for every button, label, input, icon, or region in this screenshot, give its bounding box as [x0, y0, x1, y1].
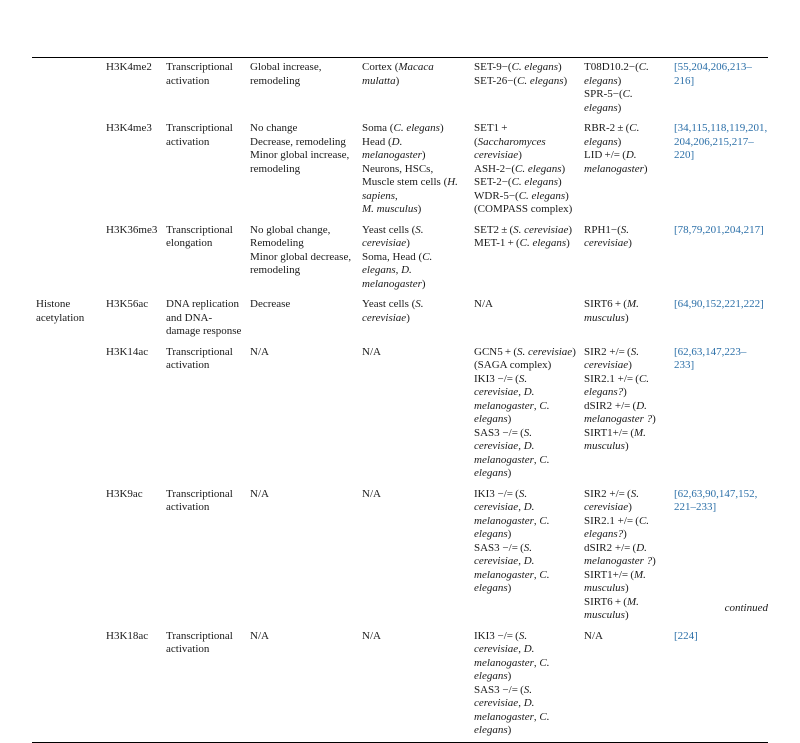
age-change-cell: No global change, Remodeling Minor global decrease, remodeling [250, 223, 352, 276]
eraser-enzyme-cell: RPH1−(S. cerevisiae) [584, 223, 632, 249]
reference-cell[interactable]: [64,90,152,221,222] [674, 298, 764, 310]
function-cell: Transcriptional activation [166, 122, 233, 148]
tissue-organism-cell: N/A [362, 345, 381, 358]
histone-mark-cell: H3K9ac [106, 487, 143, 500]
age-change-cell: No change Decrease, remodeling Minor global increase, remodeling [250, 122, 350, 175]
reference-cell[interactable]: [62,63,147,223–233] [674, 345, 747, 371]
table-row [32, 221, 768, 296]
age-change-cell: N/A [250, 345, 269, 358]
histone-mark-cell: H3K56ac [106, 298, 149, 310]
modification-class-cell [32, 221, 102, 296]
writer-enzyme-cell: GCN5 + (S. cerevisiae) (SAGA complex) IKI3 −/= (S. cerevisiae, D. melanogaster, C. elegans) SAS3 −/= (S. cerevisiae, D. melanogaster, C. elegans) [474, 345, 576, 479]
continued-label: continued [724, 602, 768, 614]
age-change-cell: N/A [250, 487, 269, 500]
reference-cell[interactable]: [224] [670, 627, 768, 743]
function-cell: Transcriptional activation [166, 345, 233, 371]
histone-mark-cell: H3K18ac [102, 627, 162, 743]
age-change-cell: Global increase, remodeling [250, 61, 322, 87]
function-cell: Transcriptional elongation [166, 223, 233, 249]
modification-class-cell: Histone acetylation [36, 298, 85, 324]
reference-cell[interactable]: [55,204,206,213–216] [674, 61, 752, 87]
reference-cell[interactable]: [34,115,118,119,201, 204,206,215,217–220] [674, 122, 768, 161]
reference-cell[interactable]: [78,79,201,204,217] [674, 223, 764, 236]
histone-modification-table [32, 57, 768, 743]
function-cell: Transcriptional activation [166, 61, 233, 87]
function-cell: Transcriptional activation [162, 627, 246, 743]
tissue-organism-cell: Soma (C. elegans) Head (D. melanogaster) Neurons, HSCs, Muscle stem cells (H. sapiens, M. musculus) [362, 122, 458, 215]
tissue-organism-cell: Cortex (Macaca mulatta) [362, 61, 434, 87]
modification-class-cell [32, 627, 102, 743]
writer-enzyme-cell: IKI3 −/= (S. cerevisiae, D. melanogaster, C. elegans) SAS3 −/= (S. cerevisiae, D. melanogaster, C. elegans) [470, 627, 580, 743]
eraser-enzyme-cell: N/A [580, 627, 670, 743]
eraser-enzyme-cell: SIRT6 + (M. musculus) [584, 298, 639, 324]
modification-class-cell [32, 58, 102, 120]
table-body [32, 58, 768, 743]
eraser-enzyme-cell: SIR2 +/= (S. cerevisiae) SIR2.1 +/= (C. elegans?) dSIR2 +/= (D. melanogaster ?) SIRT1+/= (M. musculus) SIRT6 + (M. musculus) [584, 487, 656, 621]
writer-enzyme-cell: SET2 ± (S. cerevisiae) MET-1 + (C. elegans) [474, 223, 573, 249]
table-row [32, 485, 768, 627]
function-cell: DNA replication and DNA-damage response [166, 298, 242, 337]
histone-mark-cell: H3K4me2 [106, 61, 152, 73]
table-row [32, 627, 768, 743]
eraser-enzyme-cell: SIR2 +/= (S. cerevisiae) SIR2.1 +/= (C. elegans?) dSIR2 +/= (D. melanogaster ?) SIRT1+/= (M. musculus) [584, 345, 656, 452]
table-row [32, 295, 768, 343]
table-row [32, 58, 768, 120]
histone-mark-cell: H3K36me3 [106, 223, 158, 236]
histone-mark-cell: H3K4me3 [106, 122, 152, 134]
histone-mark-cell: H3K14ac [106, 345, 149, 358]
tissue-organism-cell: Yeast cells (S. cerevisiae) [362, 298, 424, 324]
table-row [32, 343, 768, 485]
modification-class-cell [32, 343, 102, 485]
writer-enzyme-cell: SET1 + (Saccharomyces cerevisiae) ASH-2−(C. elegans) SET-2−(C. elegans) WDR-5−(C. elegans) (COMPASS complex) [474, 122, 573, 215]
modification-class-cell [32, 119, 102, 221]
reference-cell[interactable]: [62,63,90,147,152, 221–233] [674, 487, 758, 513]
table-row [32, 119, 768, 221]
writer-enzyme-cell: SET-9−(C. elegans) SET-26−(C. elegans) [474, 61, 568, 87]
age-change-cell: Decrease [250, 298, 291, 310]
writer-enzyme-cell: IKI3 −/= (S. cerevisiae, D. melanogaster, C. elegans) SAS3 −/= (S. cerevisiae, D. melanogaster, C. elegans) [474, 487, 550, 594]
function-cell: Transcriptional activation [166, 487, 233, 513]
tissue-organism-cell: N/A [358, 627, 470, 743]
tissue-organism-cell: Yeast cells (S. cerevisiae) Soma, Head (C. elegans, D. melanogaster) [362, 223, 433, 290]
modification-class-cell [32, 485, 102, 627]
age-change-cell: N/A [246, 627, 358, 743]
eraser-enzyme-cell: T08D10.2−(C. elegans) SPR-5−(C. elegans) [584, 61, 649, 114]
eraser-enzyme-cell: RBR-2 ± (C. elegans) LID +/= (D. melanogaster) [584, 122, 648, 175]
writer-enzyme-cell: N/A [474, 298, 493, 310]
tissue-organism-cell: N/A [362, 487, 381, 500]
